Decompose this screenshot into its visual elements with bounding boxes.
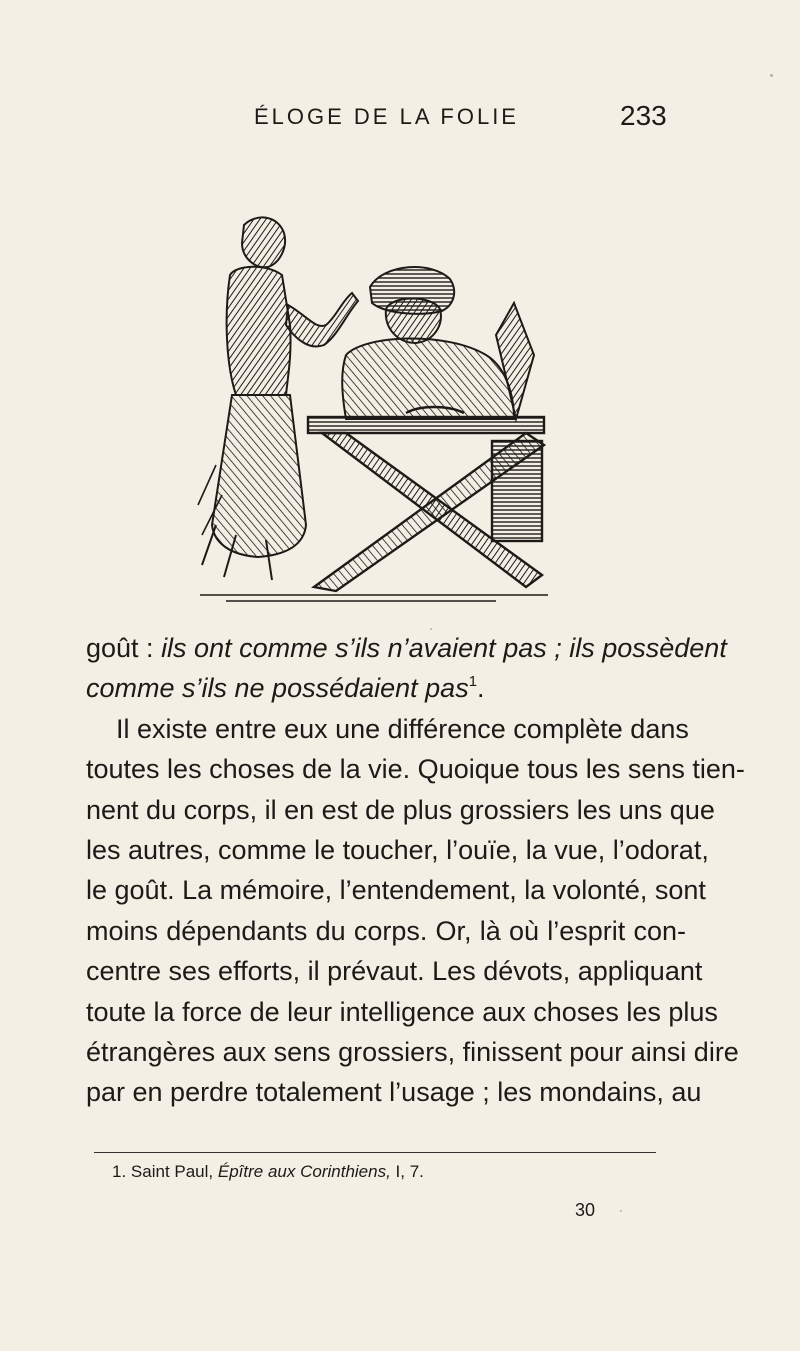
text-line: étrangères aux sens grossiers, finissent pour ainsi dire <box>86 1037 739 1068</box>
text-line: les autres, comme le toucher, l’ouïe, la vue, l’odorat, <box>86 835 709 866</box>
running-title: ÉLOGE DE LA FOLIE <box>254 104 519 129</box>
woodcut-illustration <box>196 205 556 607</box>
footnote <box>112 1162 424 1182</box>
footnote-rule <box>94 1152 656 1153</box>
text-line: centre ses efforts, il prévaut. Les dévots, appliquant <box>86 956 703 987</box>
table <box>308 407 544 591</box>
footnote-work: Épître aux Corinthiens, <box>217 1162 391 1181</box>
text-line: par en perdre totalement l’usage ; les mondains, au <box>86 1077 702 1108</box>
footnote-number: 1. <box>112 1162 127 1181</box>
seated-figure <box>342 267 534 419</box>
standing-figure <box>202 217 358 580</box>
text-line: goût : ils ont comme s’ils n’avaient pas ; ils possèdent <box>86 633 727 663</box>
running-head <box>0 100 800 144</box>
text-line: nent du corps, il en est de plus grossiers les uns que <box>86 794 715 825</box>
body-text <box>86 628 745 1113</box>
signature-mark: 30 <box>575 1200 596 1220</box>
footnote-ref[interactable]: 1 <box>468 673 478 691</box>
text-line: comme s’ils ne possédaient pas$^1$. <box>86 673 485 704</box>
woodcut-figures-at-table-icon <box>196 205 556 607</box>
text-line: le goût. La mémoire, l’entendement, la volonté, sont <box>86 875 706 906</box>
text-line: moins dépendants du corps. Or, là où l’esprit con- <box>86 915 686 946</box>
page-number: 233 <box>620 100 667 131</box>
footnote-author: Saint Paul, <box>130 1162 214 1181</box>
footnote-ref-detail: I, 7. <box>395 1162 424 1181</box>
text-line: Il existe entre eux une différence complète dans <box>116 713 689 744</box>
text-line: toute la force de leur intelligence aux choses les plus <box>86 996 718 1027</box>
text-line: toutes les choses de la vie. Quoique tous les sens tien- <box>86 754 745 785</box>
